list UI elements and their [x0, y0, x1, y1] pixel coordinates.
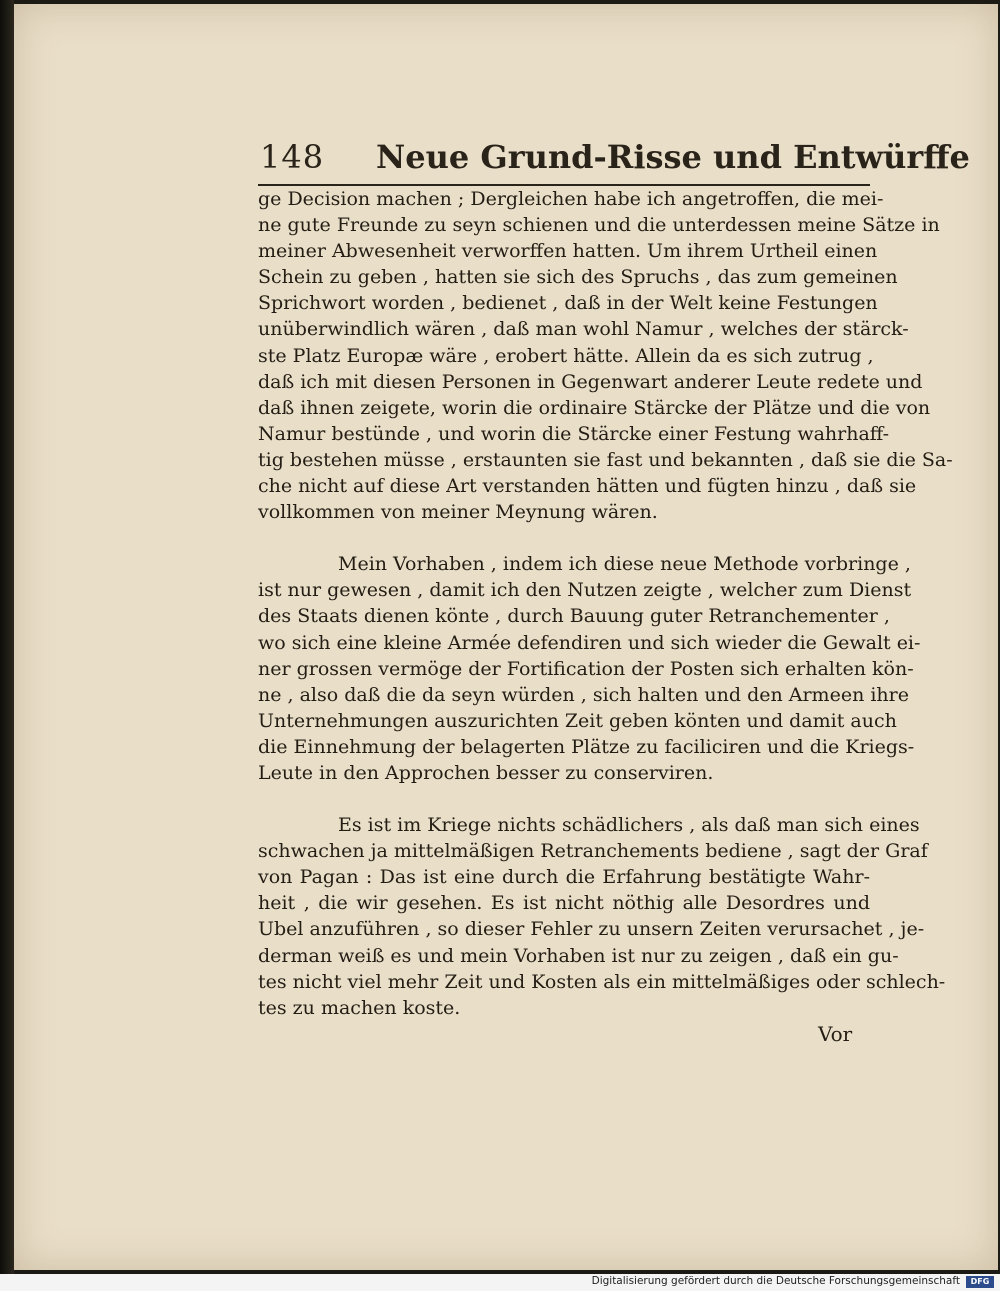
text-line: Mein Vorhaben , indem ich diese neue Methode vorbringe ,: [338, 553, 911, 576]
footer-bar: [0, 1274, 1000, 1291]
text-line: ne , also daß die da seyn würden , sich halten und den Armeen ihre: [258, 683, 909, 706]
page-number: 148: [260, 138, 325, 176]
text-line: die Einnehmung der belagerten Plätze zu faciliciren und die Kriegs-: [258, 735, 915, 758]
text-line: heit , die wir gesehen. Es ist nicht nöthig alle Desordres und: [258, 892, 870, 915]
text-line: wo sich eine kleine Armée defendiren und sich wieder die Gewalt ei-: [258, 631, 921, 654]
text-line: tig bestehen müsse , erstaunten sie fast und bekannten , daß sie die Sa-: [258, 448, 953, 471]
paragraph-1: [258, 186, 953, 525]
page-edge: [0, 0, 14, 1274]
text-line: ne gute Freunde zu seyn schienen und die unterdessen meine Sätze in: [258, 214, 940, 237]
text-line: ste Platz Europæ wäre , erobert hätte. Allein da es sich zutrug ,: [258, 344, 874, 367]
catchword: Vor: [818, 1022, 853, 1046]
text-line: Unternehmungen auszurichten Zeit geben könten und damit auch: [258, 709, 897, 732]
dfg-logo: DFG: [966, 1276, 994, 1288]
text-line: meiner Abwesenheit verworffen hatten. Um ihrem Urtheil einen: [258, 240, 878, 263]
text-line: che nicht auf diese Art verstanden hätten und fügten hinzu , daß sie: [258, 475, 917, 498]
text-line: Namur bestünde , und worin die Stärcke einer Festung wahrhaff-: [258, 422, 890, 445]
funding-credit: Digitalisierung gefördert durch die Deutsche Forschungsgemeinschaft: [591, 1275, 960, 1287]
body-text: [258, 186, 953, 1021]
text-line: ge Decision machen ; Dergleichen habe ich angetroffen, die mei-: [258, 188, 884, 210]
text-line: vollkommen von meiner Meynung wären.: [258, 501, 658, 524]
paragraph-3: [258, 812, 946, 1021]
text-line: ner grossen vermöge der Fortification der Posten sich erhalten kön-: [258, 657, 914, 680]
text-line: derman weiß es und mein Vorhaben ist nur zu zeigen , daß ein gu-: [258, 944, 899, 967]
paragraph-2: [258, 551, 921, 786]
text-line: schwachen ja mittelmäßigen Retranchements bediene , sagt der Graf: [258, 840, 928, 863]
text-line: Ubel anzuführen , so dieser Fehler zu unsern Zeiten verursachet , je-: [258, 918, 925, 941]
paragraph-gap: [258, 786, 870, 812]
text-line: ist nur gewesen , damit ich den Nutzen zeigte , welcher zum Dienst: [258, 579, 912, 602]
text-line: des Staats dienen könte , durch Bauung guter Retranchementer ,: [258, 605, 890, 628]
text-line: Schein zu geben , hatten sie sich des Spruchs , das zum gemeinen: [258, 266, 898, 289]
text-line: Sprichwort worden , bedienet , daß in der Welt keine Festungen: [258, 292, 878, 315]
text-line: von Pagan : Das ist eine durch die Erfahrung bestätigte Wahr-: [258, 866, 870, 889]
text-line: unüberwindlich wären , daß man wohl Namur , welches der stärck-: [258, 318, 909, 341]
text-line: daß ihnen zeigete, worin die ordinaire Stärcke der Plätze und die von: [258, 396, 931, 419]
text-line: Leute in den Approchen besser zu conserviren.: [258, 761, 714, 784]
page-header: [258, 136, 970, 186]
running-head: Neue Grund-Risse und Entwürffe: [376, 138, 970, 176]
text-line: tes nicht viel mehr Zeit und Kosten als ein mittelmäßiges oder schlech-: [258, 970, 946, 993]
text-line: Es ist im Kriege nichts schädlichers , als daß man sich eines: [338, 814, 920, 837]
text-line: tes zu machen koste.: [258, 996, 461, 1019]
paragraph-gap: [258, 525, 870, 551]
text-line: daß ich mit diesen Personen in Gegenwart anderer Leute redete und: [258, 370, 923, 393]
